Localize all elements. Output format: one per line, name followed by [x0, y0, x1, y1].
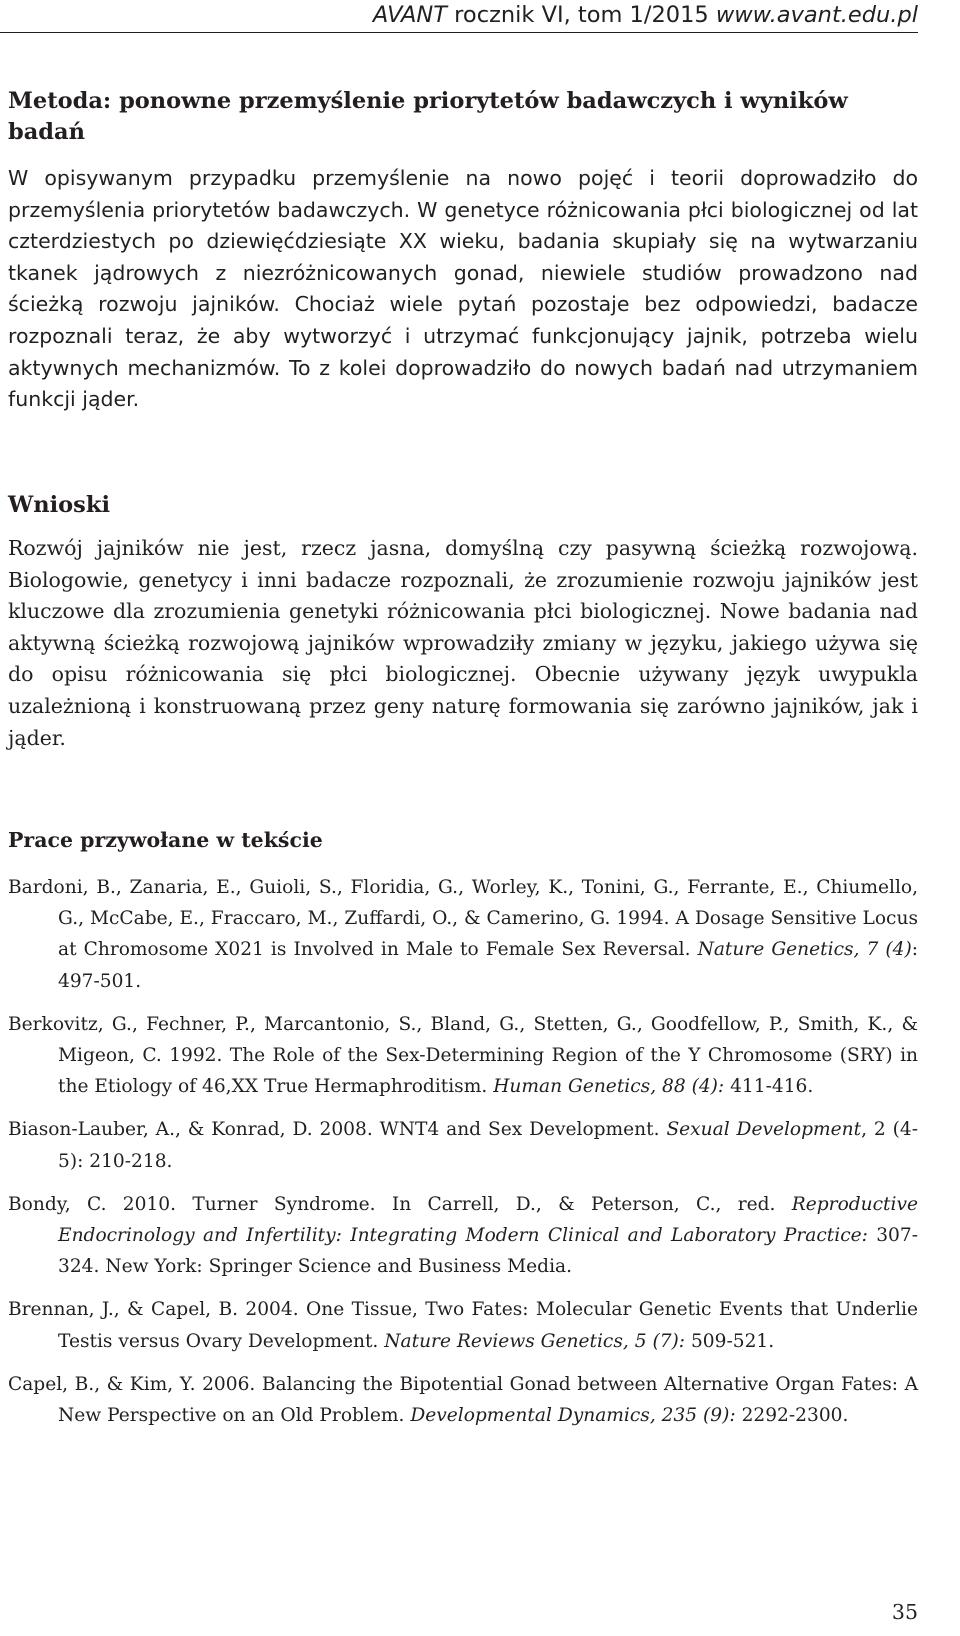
running-header	[0, 0, 918, 34]
reference-source: Reproductive Endocrinology and Infertility: Integrating Modern Clinical and Laboratory Practice:	[58, 1193, 918, 1247]
reference-text: Capel, B., & Kim, Y. 2006. Balancing the Bipotential Gonad between Alternative Organ Fates: A New Perspective on an Old Problem.	[8, 1373, 918, 1427]
reference-text: Biason-Lauber, A., & Konrad, D. 2008. WNT4 and Sex Development.	[8, 1119, 667, 1141]
reference-source: Developmental Dynamics, 235 (9):	[410, 1405, 736, 1427]
reference-item	[8, 872, 918, 997]
header-divider	[0, 32, 918, 33]
reference-pages: 509-521.	[685, 1330, 775, 1352]
journal-header-text	[373, 2, 918, 28]
reference-pages: 2292-2300.	[735, 1405, 849, 1427]
method-section-paragraph: W opisywanym przypadku przemyślenie na nowo pojęć i teorii doprowadziło do przemyślenia priorytetów badawczych. W genetyce różnicowania płci biologicznej od lat czterdziestych po dziewięćdziesiąte XX wieku, badania skupiały się na wytwarzaniu tkanek jądrowych z niezróżnicowanych gonad, niewiele studiów prowadzono nad ścieżką rozwoju jajników. Chociaż wiele pytań pozostaje bez odpowiedzi, badacze rozpoznali teraz, że aby wytworzyć i utrzymać funkcjonujący jajnik, potrzeba wielu aktywnych mechanizmów. To z kolei doprowadziło do nowych badań nad utrzymaniem funkcji jąder.	[8, 166, 918, 412]
reference-text: Brennan, J., & Capel, B. 2004. One Tissue, Two Fates: Molecular Genetic Events that Underlie Testis versus Ovary Development.	[8, 1299, 918, 1352]
journal-name: AVANT	[372, 2, 448, 28]
reference-pages: 307-324. New York: Springer Science and Business Media.	[58, 1225, 918, 1278]
conclusions-section-paragraph: Rozwój jajników nie jest, rzecz jasna, domyślną czy pasywną ścieżką rozwojową. Biologowie, genetycy i inni badacze rozpoznali, że zrozumienie rozwoju jajników jest kluczowe dla zrozumienia genetyki różnicowania płci biologicznej. Nowe badania nad aktywną ścieżką rozwojową jajników wprowadziły zmiany w języku, jakiego używa się do opisu różnicowania się płci biologicznej. Obecnie używany język uwypukla uzależnioną i konstruowaną przez geny naturę formowania się zarówno jajników, jak i jąder.	[8, 536, 918, 750]
reference-item	[8, 1009, 918, 1103]
reference-item	[8, 1189, 918, 1283]
journal-issue: rocznik VI, tom 1/2015	[454, 2, 709, 28]
reference-pages: : 497-501.	[58, 939, 918, 992]
reference-text: Bardoni, B., Zanaria, E., Guioli, S., Floridia, G., Worley, K., Tonini, G., Ferrante, E., Chiumello, G., McCabe, E., Fraccaro, M., Zuffardi, O., & Camerino, G. 1994. A Dosage Sensitive Locus at Chromosome X021 is Involved in Male to Female Sex Reversal.	[8, 877, 918, 961]
reference-list	[8, 872, 918, 1443]
reference-source: Human Genetics, 88 (4):	[493, 1076, 725, 1098]
references-title: Prace przywołane w tekście	[8, 828, 323, 852]
reference-item	[8, 1294, 918, 1356]
reference-pages: 411-416.	[724, 1076, 814, 1098]
conclusions-section-title: Wnioski	[8, 492, 110, 518]
reference-source: Sexual Development	[666, 1119, 862, 1141]
journal-url: www.avant.edu.pl	[715, 2, 918, 28]
method-section-title: Metoda: ponowne przemyślenie priorytetów badawczych i wyników badań	[8, 88, 848, 145]
reference-pages: , 2 (4-5): 210-218.	[58, 1119, 918, 1172]
reference-source: Nature Reviews Genetics, 5 (7):	[384, 1330, 686, 1352]
page-number: 35	[891, 1600, 918, 1624]
reference-text: Berkovitz, G., Fechner, P., Marcantonio, S., Bland, G., Stetten, G., Goodfellow, P., Smith, K., & Migeon, C. 1992. The Role of the Sex-Determining Region of the Y Chromosome (SRY) in the Etiology of 46,XX True Hermaphroditism.	[8, 1013, 918, 1098]
reference-text: Bondy, C. 2010. Turner Syndrome. In Carrell, D., & Peterson, C., red.	[8, 1193, 792, 1215]
reference-source: Nature Genetics, 7 (4)	[697, 939, 912, 961]
reference-item	[8, 1114, 918, 1176]
reference-item	[8, 1369, 918, 1431]
